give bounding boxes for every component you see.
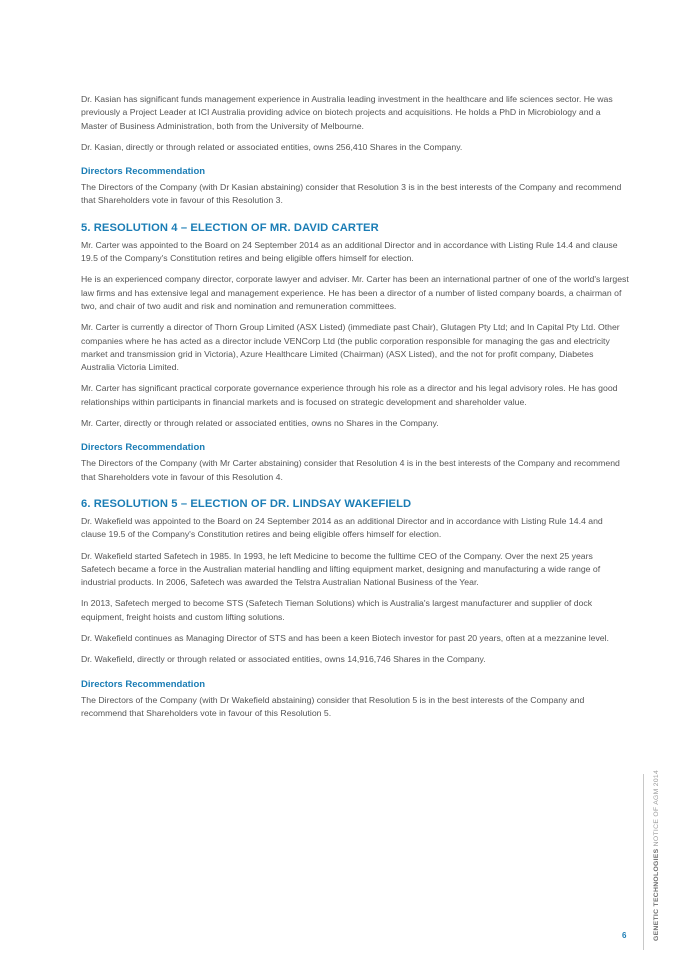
wakefield-paragraph-2: Dr. Wakefield started Safetech in 1985. In 1993, he left Medicine to become the fulltime CEO of the Company. Over the next 25 years Safetech became a force in the Australian material handling and lifting equipment market, designing and manufacturing a wide range of industrial products. In 2006, Safetech was awarded the Telstra Australian National Business of the Year. [81, 550, 601, 588]
carter-paragraph-4: Mr. Carter has significant practical corporate governance experience through his role as a director and his legal advisory roles. He has good relationships within participants in financial markets and is focused on strategic development and shareholder value. [81, 383, 618, 407]
footer-company-name: GENETIC TECHNOLOGIES [653, 848, 660, 941]
recommendation-paragraph: The Directors of the Company (with Dr Wakefield abstaining) consider that Resolution 5 is in the best interests of the Company and recommend that Shareholders vote in favour of this Resolution 5. [81, 694, 585, 718]
section-5-title: 5. RESOLUTION 4 – ELECTION OF MR. DAVID CARTER [81, 221, 379, 234]
carter-paragraph-1: Mr. Carter was appointed to the Board on 24 September 2014 as an additional Director and in accordance with Listing Rule 14.4 and clause 19.5 of the Company's Constitution retires and being eligible offers himself for election. [81, 239, 618, 264]
kasian-paragraph-2: Dr. Kasian, directly or through related or associated entities, owns 256,410 Shares in the Company. [81, 141, 463, 152]
directors-recommendation-heading: Directors Recommendation [81, 166, 206, 178]
document-body [81, 93, 629, 728]
carter-paragraph-2: He is an experienced company director, corporate lawyer and adviser. Mr. Carter has been an international partner of one of the world's largest law firms and has extensive legal and management experience. He has been a director of a number of listed company boards, a chairman of two, and chair of two audit and risk and nomination and remuneration committees. [81, 274, 629, 311]
footer-document-title: NOTICE OF AGM 2014 [653, 769, 660, 847]
recommendation-paragraph: The Directors of the Company (with Dr Kasian abstaining) consider that Resolution 3 is in the best interests of the Company and recommend that Shareholders vote in favour of this Resolution 3. [81, 182, 622, 206]
footer-document-label [653, 770, 660, 941]
carter-paragraph-5: Mr. Carter, directly or through related or associated entities, owns no Shares in the Company. [81, 418, 439, 429]
kasian-paragraph-1: Dr. Kasian has significant funds management experience in Australia leading investment in the healthcare and life sciences sector. He was previously a Project Leader at ICI Australia providing advice on biotech projects and acquisitions. He holds a PhD in Microbiology and a Master of Business Administration, both from the University of Melbourne. [81, 94, 613, 131]
carter-paragraph-3: Mr. Carter is currently a director of Thorn Group Limited (ASX Listed) (immediate past Chair), Glutagen Pty Ltd; and In Capital Pty Ltd. Other companies where he has acted as a director include VENCorp Ltd (the public corporation responsible for managing the gas and electricity market and transmission grid in Victoria), Azure Healthcare Limited (Chairman) (ASX Listed), and the not for profit company, Diabetes Australia Victoria Limited. [81, 322, 620, 373]
directors-recommendation-heading: Directors Recommendation [81, 442, 206, 454]
directors-recommendation-heading: Directors Recommendation [81, 678, 206, 690]
wakefield-paragraph-5: Dr. Wakefield, directly or through related or associated entities, owns 14,916,746 Shares in the Company. [81, 654, 486, 665]
wakefield-paragraph-4: Dr. Wakefield continues as Managing Director of STS and has been a keen Biotech investor for past 20 years, often at a mezzanine level. [81, 633, 609, 644]
section-6-title: 6. RESOLUTION 5 – ELECTION OF DR. LINDSAY WAKEFIELD [81, 497, 412, 510]
wakefield-paragraph-3: In 2013, Safetech merged to become STS (Safetech Tieman Solutions) which is Australia's largest manufacturer and supplier of dock equipment, freight hoists and custom lifting solutions. [81, 598, 593, 622]
wakefield-paragraph-1: Dr. Wakefield was appointed to the Board on 24 September 2014 as an additional Director and in accordance with Listing Rule 14.4 and clause 19.5 of the Company's Constitution retires and being eligible offers himself for election. [81, 515, 603, 540]
page-number: 6 [622, 931, 627, 940]
footer-divider [643, 774, 644, 950]
recommendation-paragraph: The Directors of the Company (with Mr Carter abstaining) consider that Resolution 4 is in the best interests of the Company and recommend that Shareholders vote in favour of this Resolution 4. [81, 458, 620, 482]
